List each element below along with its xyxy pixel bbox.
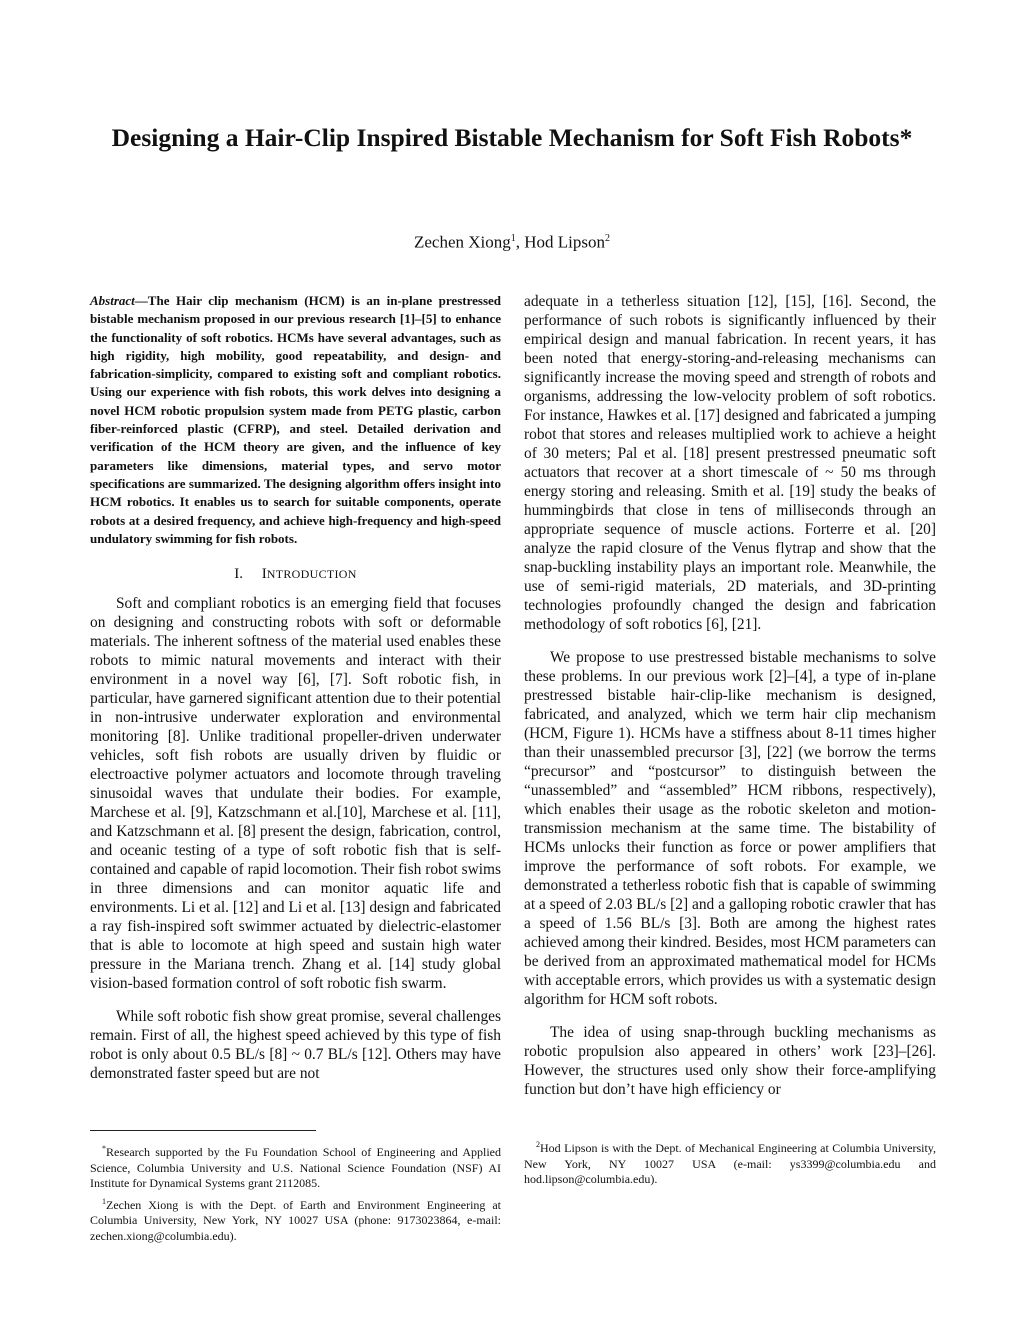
- abstract: [90, 292, 501, 548]
- footnotes-right: [524, 1137, 936, 1190]
- author-2-name: Hod Lipson: [524, 232, 606, 252]
- author-2-affiliation-mark: 2: [605, 233, 611, 244]
- footnote-divider: [90, 1130, 316, 1131]
- footnote-author-1: [90, 1194, 501, 1245]
- section-heading-introduction: [90, 565, 501, 584]
- intro-paragraph-3: We propose to use prestressed bistable mechanisms to solve these problems. In our previous work [2]–[4], a type of in-plane prestressed bistable hair-clip-like mechanism is designed, fabricated, and analyzed, which we term hair clip mechanism (HCM, Figure 1). HCMs have a stiffness about 8-11 times higher than their unassembled precursor [3], [22] (we borrow the terms “precursor” and “postcursor” to distinguish between the “unassembled” and “assembled” HCM ribbons, respectively), which enables their usage as the robotic skeleton and motion-transmission mechanism at the same time. The bistability of HCMs unlocks their function as force or power amplifiers that improve the performance of soft robots. For example, we demonstrated a tetherless robotic fish that is capable of swimming at a speed of 2.03 BL/s [2] and a galloping robotic crawler that has a speed of 1.56 BL/s [3]. Both are among the highest rates achieved among their kindred. Besides, most HCM parameters can be derived from an approximated mathematical model for HCMs with acceptable errors, which provides us with a systematic design algorithm for HCM soft robots.: [524, 649, 937, 1008]
- author-line: [100, 228, 924, 254]
- author-1-name: Zechen Xiong: [413, 232, 511, 252]
- section-number: I.: [234, 566, 244, 583]
- footnotes-left: [90, 1141, 501, 1246]
- intro-paragraph-2: While soft robotic fish show great promise, several challenges remain. First of all, the highest speed achieved by this type of fish robot is only about 0.5 BL/s [8] ~ 0.7 BL/s [12]. Others may have demonstrated faster speed but are not: [90, 1008, 501, 1083]
- footnote-funding-text: Research supported by the Fu Foundation School of Engineering and Applied Science, Columbia University and U.S. National Science Foundation (NSF) AI Institute for Dynamical Systems grant 2112085.: [90, 1145, 501, 1190]
- footnote-author-1-mark: 1: [102, 1196, 106, 1206]
- section-title-initial: I: [261, 566, 267, 583]
- paper-title: Designing a Hair-Clip Inspired Bistable Mechanism for Soft Fish Robots*: [111, 123, 913, 152]
- left-column: [90, 292, 501, 1083]
- footnote-author-1-text: Zechen Xiong is with the Dept. of Earth and Environment Engineering at Columbia University, New York, NY 10027 USA (phone: 9173023864, e-mail: zechen.xiong@columbia.edu).: [90, 1197, 501, 1243]
- footnote-author-2: [524, 1137, 936, 1188]
- author-separator: ,: [515, 232, 525, 252]
- intro-paragraph-2-continued: adequate in a tetherless situation [12], [15], [16]. Second, the performance of such robots is significantly influenced by their empirical design and manual fabrication. In recent years, it has been noted that energy-storing-and-releasing mechanisms can significantly increase the moving speed and strength of robots and organisms, addressing the low-velocity problem of soft robotics. For instance, Hawkes et al. [17] designed and fabricated a jumping robot that stores and releases multiplied work to achieve a height of 30 meters; Pal et al. [18] present prestressed pneumatic soft actuators that recover at a short timescale of ~ 50 ms through energy storing and releasing. Smith et al. [19] study the beaks of hummingbirds that close in tens of milliseconds through an appropriate sequence of muscle actions. Forterre et al. [20] analyze the rapid closure of the Venus flytrap and show that the snap-buckling instability plays an important role. Meanwhile, the use of semi-rigid materials, 2D materials, and 3D-printing technologies profoundly changed the design and fabrication methodology of soft robotics [6], [21].: [524, 293, 936, 633]
- intro-paragraph-1: Soft and compliant robotics is an emerging field that focuses on designing and constructing robots with soft or deformable materials. The inherent softness of the material used enables these robots to mimic natural movements and interact with their environment in a novel way [6], [7]. Soft robotic fish, in particular, have garnered significant attention due to their potential in non-intrusive underwater exploration and environmental monitoring [8]. Unlike traditional propeller-driven underwater vehicles, soft fish robots are usually driven by fluidic or electroactive polymer actuators and locomote through traveling sinusoidal waves that undulate their bodies. For example, Marchese et al. [9], Katzschmann et al.[10], Marchese et al. [11], and Katzschmann et al. [8] present the design, fabrication, control, and oceanic testing of a type of soft robotic fish that is self-contained and capable of rapid locomotion. Their fish robot swims in three dimensions and can monitor aquatic life and environments. Li et al. [12] and Li et al. [13] design and fabricated a ray fish-inspired soft swimmer actuated by dielectric-elastomer that is able to locomote at high speed and sustain high water pressure in the Mariana trench. Zhang et al. [14] study global vision-based formation control of soft robotic fish swarm.: [90, 595, 501, 993]
- footnote-funding-mark: *: [102, 1144, 106, 1153]
- abstract-label: Abstract: [90, 293, 135, 308]
- abstract-dash: —: [134, 293, 148, 308]
- right-column: [524, 292, 936, 1099]
- intro-paragraph-4: The idea of using snap-through buckling mechanisms as robotic propulsion also appeared in others’ work [23]–[26]. However, the structures used only show their force-amplifying function but don’t have high efficiency or: [524, 1024, 936, 1098]
- author-1-affiliation-mark: 1: [510, 233, 516, 244]
- section-title-rest: NTRODUCTION: [266, 567, 357, 582]
- footnote-author-2-mark: 2: [536, 1140, 540, 1149]
- abstract-text: The Hair clip mechanism (HCM) is an in-plane prestressed bistable mechanism proposed in our previous research [1]–[5] to enhance the functionality of soft robotics. HCMs have several advantages, such as high rigidity, high mobility, good repeatability, and design- and fabrication-simplicity, compared to existing soft and compliant robotics. Using our experience with fish robots, this work delves into designing a novel HCM robotic propulsion system made from PETG plastic, carbon fiber-reinforced plastic (CFRP), and steel. Detailed derivation and verification of the HCM theory are given, and the influence of key parameters like dimensions, material types, and servo motor specifications are summarized. The designing algorithm offers insight into HCM robotics. It enables us to search for suitable components, operate robots at a desired frequency, and achieve high-frequency and high-speed undulatory swimming for fish robots.: [90, 293, 501, 546]
- footnote-funding: [90, 1141, 501, 1192]
- footnote-author-2-text: Hod Lipson is with the Dept. of Mechanical Engineering at Columbia University, New York, NY 10027 USA (e-mail: ys3399@columbia.edu and hod.lipson@columbia.edu).: [524, 1141, 936, 1186]
